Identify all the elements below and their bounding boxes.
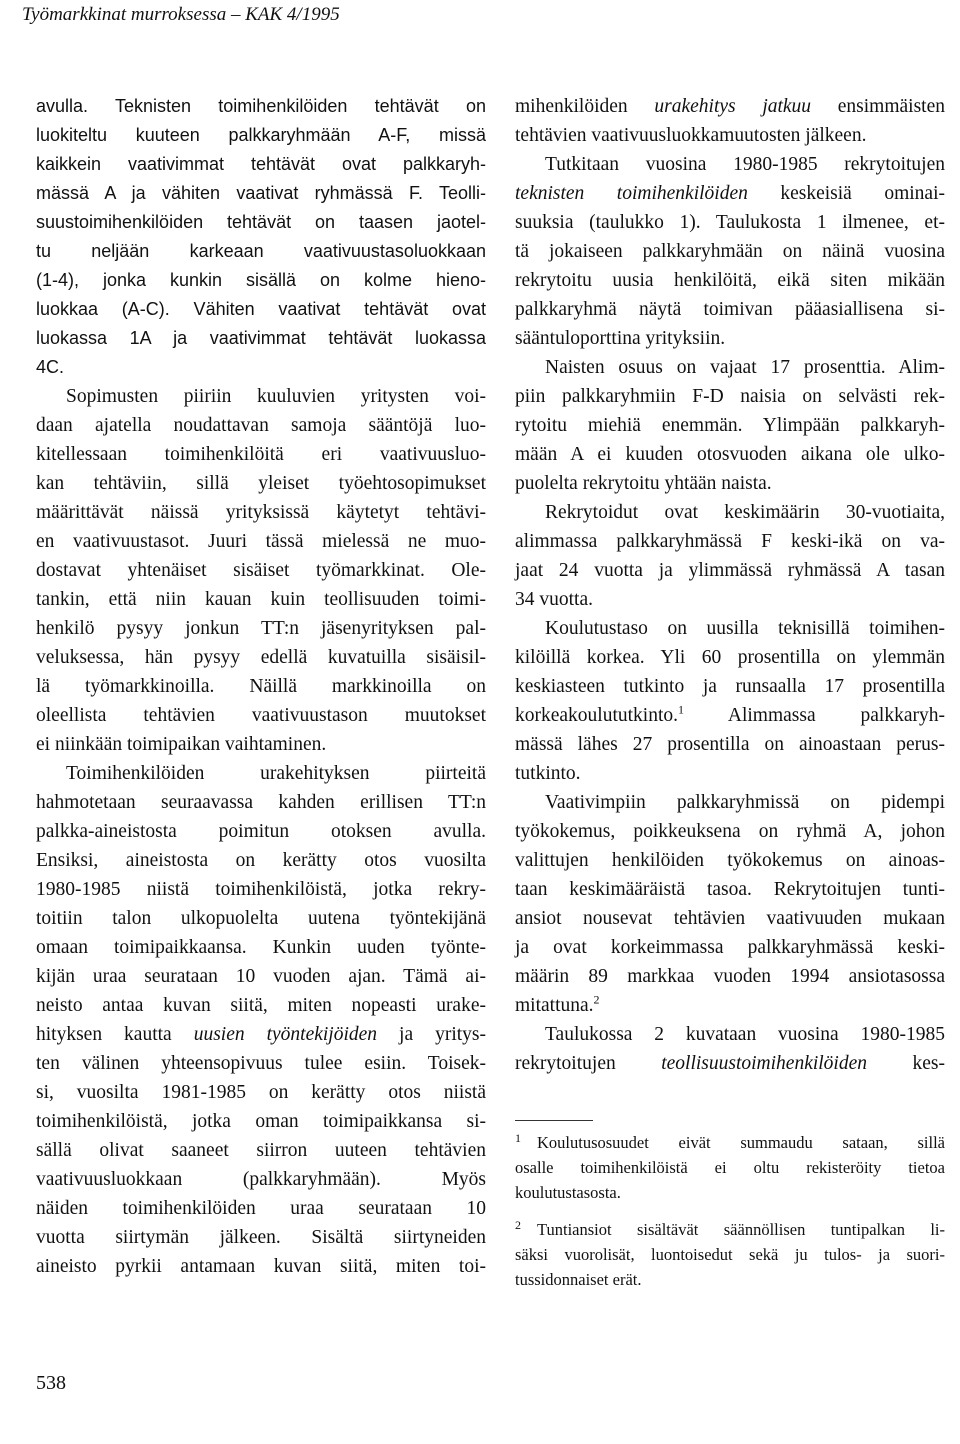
text-span: kes- [867, 1053, 945, 1074]
text-line: mään A ei kuuden otosvuoden aikana ole ulko- [515, 444, 945, 465]
text-line: daan ajatella noudattavan samoja sääntöjä luo- [36, 415, 486, 436]
footnote-rule [515, 1120, 593, 1121]
text-line: määrin 89 markkaa vuoden 1994 ansiotasossa [515, 966, 945, 987]
text-line: 4C. [36, 357, 65, 377]
text-line: Sopimusten piiriin kuuluvien yritysten voi- [66, 386, 486, 407]
text-line: kan tehtäviin, sillä yleiset työehtosopimukset [36, 473, 486, 494]
text-line: 1980-1985 niistä toimihenkilöistä, jotka rekry- [36, 879, 486, 900]
text-line: lä työmarkkinoilla. Näillä markkinoilla on [36, 676, 486, 697]
text-line: Koulutustaso on uusilla teknisillä toimihen- [545, 618, 945, 639]
text-line: $^2$ Tuntiansiot sisältävät säännöllisen tuntipalkan li- [515, 1217, 945, 1239]
text-span: ensimmäisten [811, 96, 946, 117]
text-line: tu neljään karkeaan vaativuustasoluokkaan [36, 241, 486, 261]
text-line: en vaativuustasot. Juuri tässä mielessä ne muo- [36, 531, 486, 552]
text-line: veluksessa, hän pysyy edellä kuvatuilla sisäisil- [36, 647, 486, 668]
text-line: tehtävien vaativuusluokkamuutosten jälkeen. [515, 125, 867, 146]
text-span: mitattuna. [515, 995, 594, 1016]
text-line: palkkaryhmä näytä toimivan pääasiallisena si- [515, 299, 945, 320]
text-line [515, 179, 945, 208]
italic-text: teollisuustoimihenkilöiden [661, 1053, 868, 1074]
text-line: tussidonnaiset erät. [515, 1270, 642, 1289]
text-line: säksi vuorolisät, luontoisedut sekä ju tulos- ja suori- [515, 1245, 945, 1264]
running-header: Työmarkkinat murroksessa – KAK 4/1995 [22, 4, 340, 25]
footnotes [515, 1130, 945, 1304]
text-span: mihenkilöiden [515, 96, 655, 117]
text-line: rytoitu miehiä enemmän. Ylimpään palkkaryh- [515, 415, 945, 436]
text-line [515, 92, 945, 121]
text-line: neisto antaa kuvan siitä, miten nopeasti urake- [36, 995, 486, 1016]
text-line: ja ovat korkeimmassa palkkaryhmässä keski- [515, 937, 945, 958]
text-line: tutkinto. [515, 763, 581, 784]
text-line: ansiot nousevat tehtävien vaativuuden mukaan [515, 908, 945, 929]
text-line: luokkaa (A-C). Vähiten vaativat tehtävät ovat [36, 299, 486, 319]
text-line: henkilö pysyy jonkun TT:n jäsenyrityksen pal- [36, 618, 486, 639]
footnote [515, 1217, 945, 1292]
text-line: jaat 24 vuotta ja ylimmässä ryhmässä A tasan [515, 560, 945, 581]
text-line: avulla. Teknisten toimihenkilöiden tehtävät on [36, 96, 486, 116]
text-line: sällä olivat saaneet siirron uuteen tehtävien [36, 1140, 486, 1161]
text-line: toitiin talon ulkopuolelta uutena työntekijänä [36, 908, 486, 929]
text-line: kijän uraa seurataan 10 vuoden ajan. Tämä ai- [36, 966, 486, 987]
right-column [515, 92, 945, 1078]
text-line: luokassa 1A ja vaativimmat tehtävät luokassa [36, 328, 486, 348]
text-line [515, 701, 945, 730]
text-line: (1-4), jonka kunkin sisällä on kolme hieno- [36, 270, 486, 290]
text-line: osalle toimihenkilöistä ei oltu rekisteröity tietoa [515, 1158, 945, 1177]
text-line: valittujen henkilöiden työkokemus on ainoas- [515, 850, 945, 871]
text-line: kilöillä korkea. Yli 60 prosentilla on ylemmän [515, 647, 945, 668]
text-line: tankin, että niin kauan kuin teollisuuden toimi- [36, 589, 486, 610]
italic-text: urakehitys jatkuu [654, 96, 812, 117]
text-line: vaativuusluokkaan (palkkaryhmään). Myös [36, 1169, 486, 1190]
text-line: Tutkitaan vuosina 1980-1985 rekrytoitujen [545, 154, 945, 175]
footnote [515, 1130, 945, 1205]
text-line: näiden toimihenkilöiden uraa seurataan 10 [36, 1198, 486, 1219]
text-line: ten välinen yhteensopivuus tulee esiin. Toisek- [36, 1053, 486, 1074]
text-line: taan keskimääräistä tasoa. Rekrytoitujen tunti- [515, 879, 945, 900]
text-line: Ensiksi, aineistosta on kerätty otos vuosilta [36, 850, 486, 871]
text-line: si, vuosilta 1981-1985 on kerätty otos niistä [36, 1082, 486, 1103]
text-line: $^1$ Koulutusosuudet eivät summaudu sataan, sillä [515, 1130, 945, 1152]
text-span: ja yritys- [377, 1024, 486, 1045]
italic-text: teknisten toimihenkilöiden [515, 183, 748, 204]
text-line: mässä A ja vähiten vaativat ryhmässä F. Teolli- [36, 183, 486, 203]
text-line: aineisto pyrkii antamaan kuvan siitä, miten toi- [36, 1256, 486, 1277]
left-column [36, 92, 486, 1281]
text-line: Naisten osuus on vajaat 17 prosenttia. Alim- [545, 357, 945, 378]
text-line: hahmotetaan seuraavassa kahden erillisen TT:n [36, 792, 486, 813]
text-span: keskeisiä ominai- [747, 183, 945, 204]
text-line: Taulukossa 2 kuvataan vuosina 1980-1985 [545, 1024, 945, 1045]
text-line: omaan toimipaikkaansa. Kunkin uuden työnte- [36, 937, 486, 958]
text-line: Vaativimpiin palkkaryhmissä on pidempi [545, 792, 945, 813]
footnote-ref: 1 [678, 702, 685, 717]
text-span: korkeakoulututkinto. [515, 705, 679, 726]
italic-text: uusien työntekijöiden [193, 1024, 378, 1045]
text-line: vuotta siirtymän jälkeen. Sisältä siirtyneiden [36, 1227, 486, 1248]
text-line: 34 vuotta. [515, 589, 593, 610]
text-line: dostavat yhtenäiset sisäiset työmarkkinat. Ole- [36, 560, 486, 581]
text-line: sääntuloporttina yrityksiin. [515, 328, 726, 349]
text-line: palkka-aineistosta poimitun otoksen avulla. [36, 821, 486, 842]
text-line [36, 1020, 486, 1049]
text-line: rekrytoitu uusia henkilöitä, eikä siten mikään [515, 270, 945, 291]
text-line: määrittävät näissä yrityksissä käytetyt tehtävi- [36, 502, 486, 523]
text-line: tä jokaiseen palkkaryhmään on näinä vuosina [515, 241, 945, 262]
text-line: kaikkein vaativimmat tehtävät ovat palkkaryh- [36, 154, 486, 174]
text-line [515, 991, 945, 1020]
text-line: työkokemus, poikkeuksena on ryhmä A, johon [515, 821, 945, 842]
page-number: 538 [36, 1372, 66, 1394]
text-line: piin palkkaryhmiin F-D naisia on selvästi rek- [515, 386, 945, 407]
text-line: Rekrytoidut ovat keskimäärin 30-vuotiaita, [545, 502, 945, 523]
text-line: suuksia (taulukko 1). Taulukosta 1 ilmenee, et- [515, 212, 945, 233]
text-line: mässä lähes 27 prosentilla on ainoastaan perus- [515, 734, 945, 755]
text-line: Toimihenkilöiden urakehityksen piirteitä [66, 763, 486, 784]
text-span: hityksen kautta [36, 1024, 194, 1045]
text-line: toimihenkilöistä, jotka oman toimipaikkansa si- [36, 1111, 486, 1132]
text-line: luokiteltu kuuteen palkkaryhmään A-F, missä [36, 125, 486, 145]
text-line: koulutustasosta. [515, 1183, 621, 1202]
text-line [515, 1049, 945, 1078]
text-line: ei niinkään toimipaikan vaihtaminen. [36, 734, 327, 755]
text-line: oleellista tehtävien vaativuustason muutokset [36, 705, 486, 726]
text-line: kitellessaan toimihenkilöitä eri vaativuusluo- [36, 444, 486, 465]
text-line: keskiasteen tutkinto ja runsaalla 17 prosentilla [515, 676, 945, 697]
footnote-ref: 2 [593, 992, 600, 1007]
text-span: Alimmassa palkkaryh- [684, 705, 945, 726]
text-line: suustoimihenkilöiden tehtävät on taasen jaotel- [36, 212, 486, 232]
text-line: alimmassa palkkaryhmässä F keski-ikä on va- [515, 531, 945, 552]
text-line: puolelta rekrytoitu yhtään naista. [515, 473, 772, 494]
text-span: rekrytoitujen [515, 1053, 662, 1074]
